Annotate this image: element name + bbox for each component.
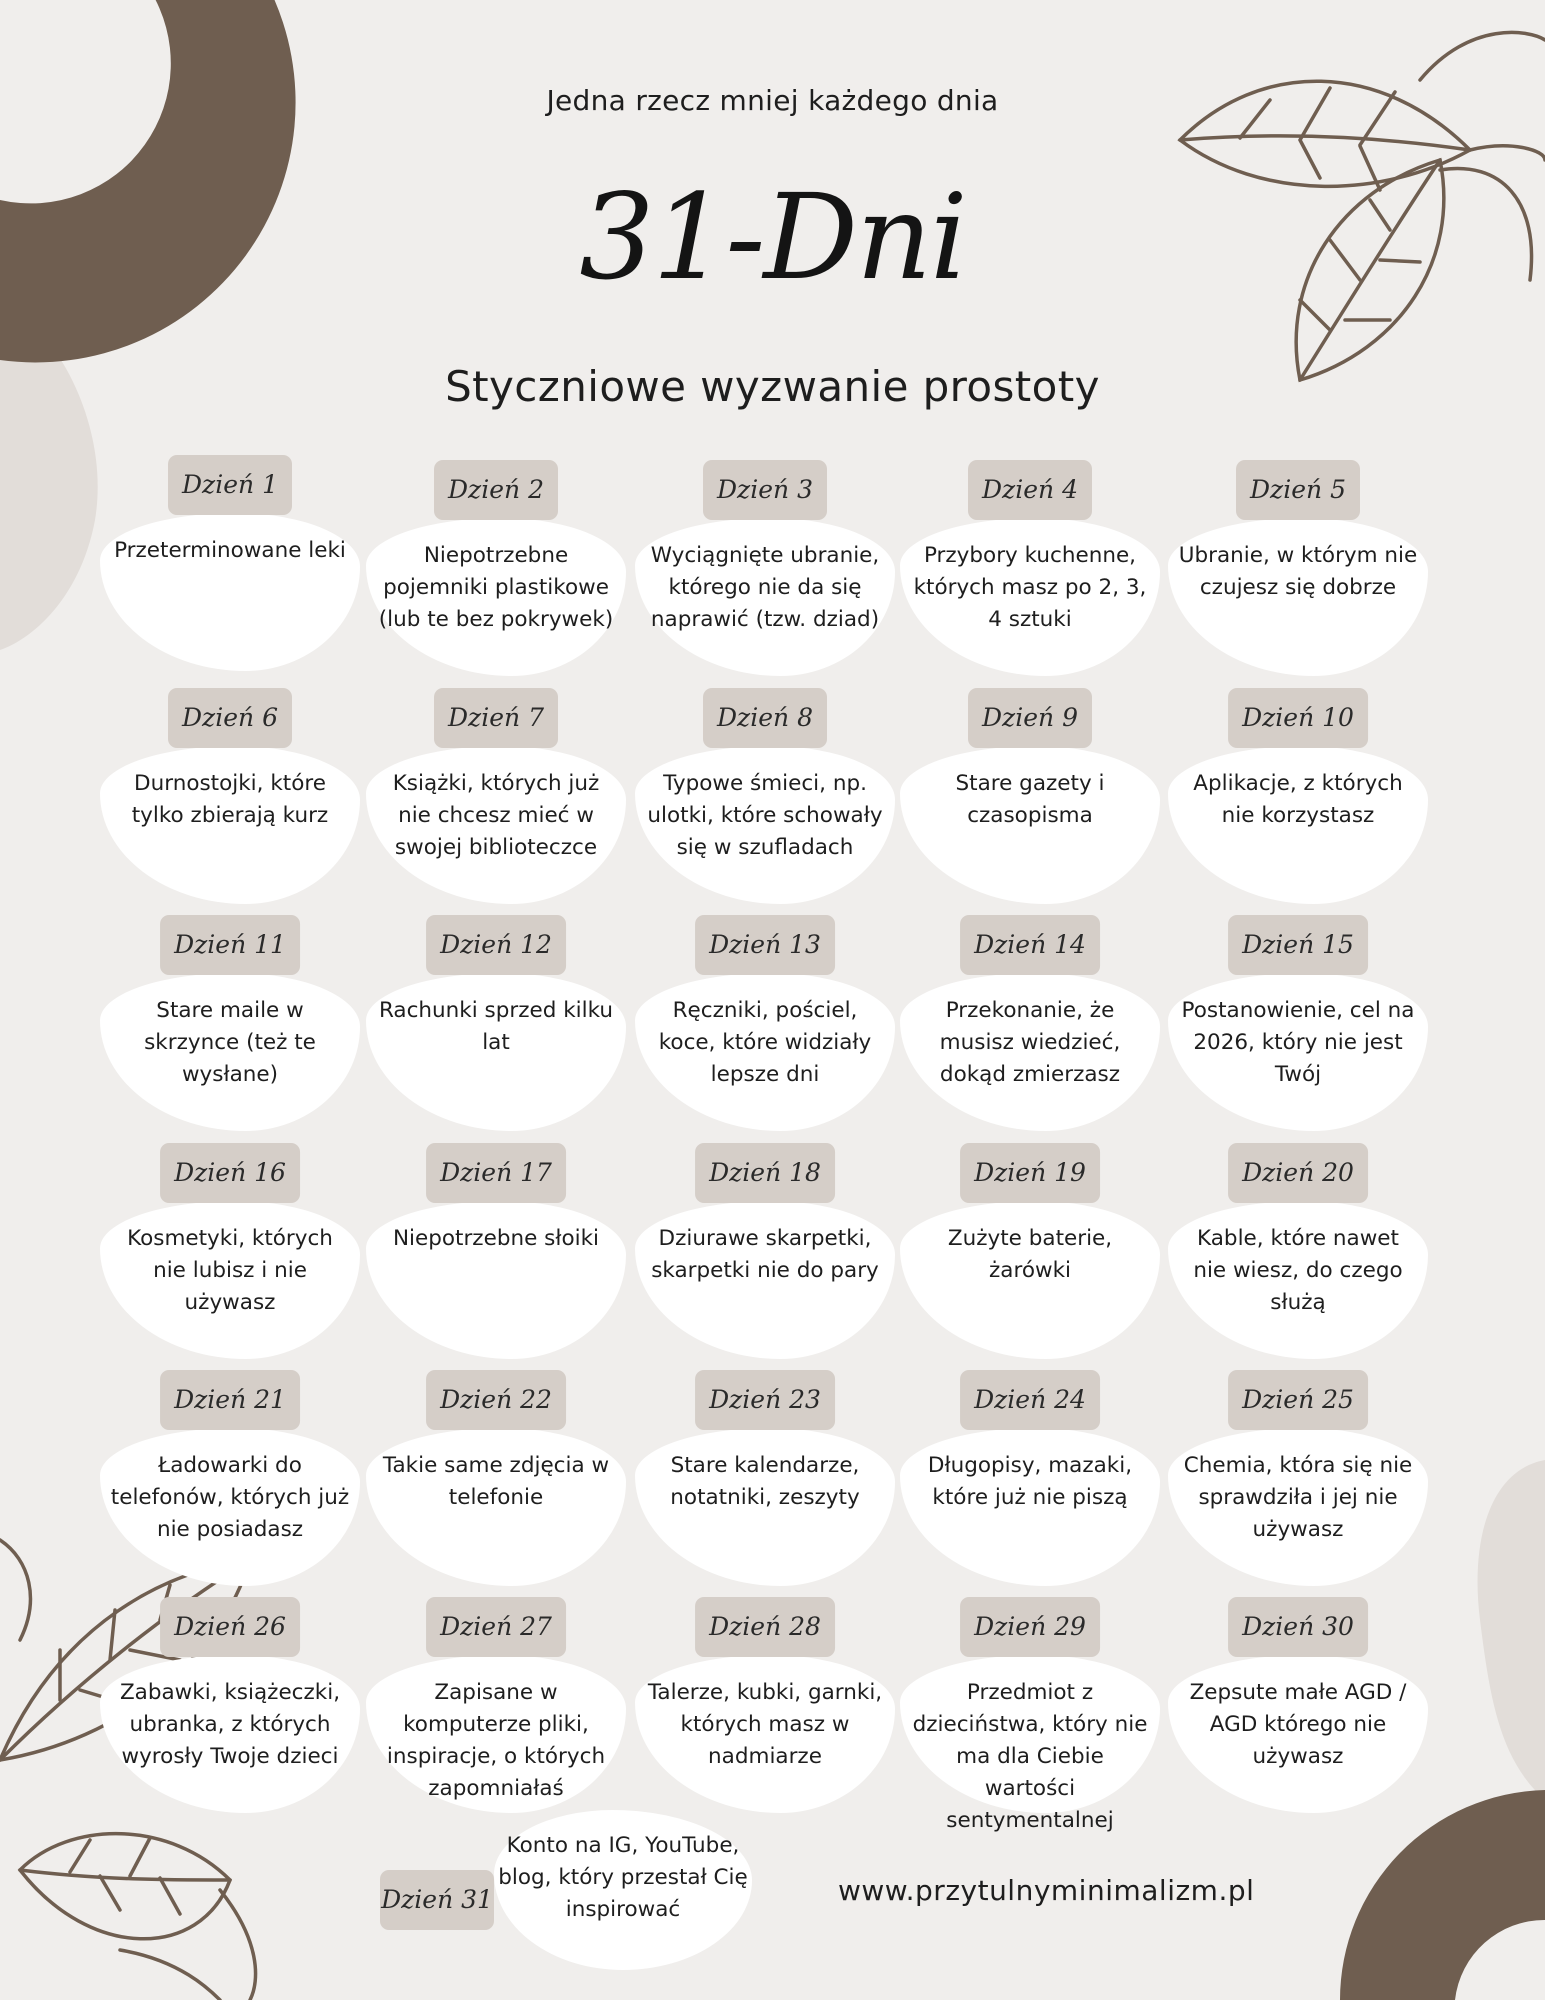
day-task: Durnostojki, które tylko zbierają kurz (131, 771, 329, 828)
day-card (635, 688, 895, 918)
day-task: Kosmetyki, których nie lubisz i nie używasz (127, 1226, 333, 1315)
day-card (900, 688, 1160, 918)
last-day-task: Konto na IG, YouTube, blog, który przestał Cię inspirować (498, 1833, 748, 1922)
day-card (366, 915, 626, 1145)
page-subtitle: Styczniowe wyzwanie prostoty (445, 362, 1100, 411)
day-badge: Dzień 6 (168, 688, 292, 748)
day-task: Długopisy, mazaki, które już nie piszą (927, 1453, 1133, 1510)
day-task: Stare kalendarze, notatniki, zeszyty (670, 1453, 860, 1510)
day-badge: Dzień 1 (168, 455, 292, 515)
day-badge: Dzień 19 (960, 1143, 1100, 1203)
day-task: Zepsute małe AGD / AGD którego nie używasz (1189, 1680, 1407, 1769)
day-card (100, 688, 360, 918)
day-card (100, 915, 360, 1145)
day-badge: Dzień 7 (434, 688, 558, 748)
day-card (366, 1597, 626, 1827)
bottom-right-blob (1478, 1460, 1545, 1800)
day-card (1168, 1143, 1428, 1373)
day-task: Zabawki, książeczki, ubranka, z których wyrosły Twoje dzieci (119, 1680, 341, 1769)
day-task: Typowe śmieci, np. ulotki, które schowały się w szufladach (647, 771, 883, 860)
day-badge: Dzień 15 (1228, 915, 1368, 975)
day-badge: Dzień 20 (1228, 1143, 1368, 1203)
day-card (635, 1143, 895, 1373)
day-task: Przekonanie, że musisz wiedzieć, dokąd zmierzasz (939, 998, 1121, 1087)
day-card (900, 1370, 1160, 1600)
day-task: Postanowienie, cel na 2026, który nie jest Twój (1181, 998, 1415, 1087)
day-task: Ładowarki do telefonów, których już nie posiadasz (110, 1453, 350, 1542)
day-card (366, 1143, 626, 1373)
day-task: Przeterminowane leki (114, 538, 346, 563)
tagline: Jedna rzecz mniej każdego dnia (546, 84, 999, 117)
day-card (635, 915, 895, 1145)
day-badge: Dzień 12 (426, 915, 566, 975)
day-badge: Dzień 22 (426, 1370, 566, 1430)
day-badge: Dzień 3 (703, 460, 827, 520)
day-badge: Dzień 23 (695, 1370, 835, 1430)
day-card (1168, 460, 1428, 690)
day-card (900, 1143, 1160, 1373)
day-badge: Dzień 16 (160, 1143, 300, 1203)
day-badge: Dzień 4 (968, 460, 1092, 520)
day-badge: Dzień 27 (426, 1597, 566, 1657)
day-task: Chemia, która się nie sprawdziła i jej nie używasz (1183, 1453, 1413, 1542)
day-badge: Dzień 2 (434, 460, 558, 520)
day-task: Stare maile w skrzynce (też te wysłane) (144, 998, 316, 1087)
day-badge: Dzień 26 (160, 1597, 300, 1657)
day-badge: Dzień 10 (1228, 688, 1368, 748)
day-card (100, 1143, 360, 1373)
day-card (366, 1370, 626, 1600)
day-card (100, 1597, 360, 1827)
day-card (635, 460, 895, 690)
day-card (900, 460, 1160, 690)
day-task: Niepotrzebne słoiki (392, 1226, 600, 1251)
day-badge: Dzień 30 (1228, 1597, 1368, 1657)
day-badge: Dzień 18 (695, 1143, 835, 1203)
day-task: Rachunki sprzed kilku lat (378, 998, 614, 1055)
day-card (100, 455, 360, 685)
day-badge: Dzień 9 (968, 688, 1092, 748)
day-card (1168, 1597, 1428, 1827)
day-task: Aplikacje, z których nie korzystasz (1193, 771, 1403, 828)
website-link[interactable]: www.przytulnyminimalizm.pl (838, 1874, 1255, 1907)
day-task: Dziurawe skarpetki, skarpetki nie do pary (651, 1226, 879, 1283)
day-task: Wyciągnięte ubranie, którego nie da się naprawić (tzw. dziad) (650, 543, 880, 632)
day-card (1168, 688, 1428, 918)
day-task: Książki, których już nie chcesz mieć w swojej biblioteczce (392, 771, 600, 860)
day-card (366, 460, 626, 690)
day-badge: Dzień 21 (160, 1370, 300, 1430)
day-badge: Dzień 8 (703, 688, 827, 748)
day-task: Kable, które nawet nie wiesz, do czego służą (1193, 1226, 1403, 1315)
day-task: Ręczniki, pościel, koce, które widziały lepsze dni (658, 998, 872, 1087)
day-card (900, 915, 1160, 1145)
day-badge: Dzień 17 (426, 1143, 566, 1203)
day-badge: Dzień 29 (960, 1597, 1100, 1657)
day-task: Zapisane w komputerze pliki, inspiracje, o których zapomniałaś (386, 1680, 606, 1801)
day-badge: Dzień 25 (1228, 1370, 1368, 1430)
day-task: Zużyte baterie, żarówki (947, 1226, 1113, 1283)
day-card (366, 688, 626, 918)
day-card (100, 1370, 360, 1600)
day-task: Ubranie, w którym nie czujesz się dobrze (1178, 543, 1418, 600)
day-card (1168, 1370, 1428, 1600)
day-card (1168, 915, 1428, 1145)
last-day-badge: Dzień 31 (380, 1870, 494, 1930)
day-badge: Dzień 14 (960, 915, 1100, 975)
day-task: Talerze, kubki, garnki, których masz w nadmiarze (647, 1680, 883, 1769)
day-card (635, 1370, 895, 1600)
day-badge: Dzień 5 (1236, 460, 1360, 520)
day-task: Niepotrzebne pojemniki plastikowe (lub te bez pokrywek) (378, 543, 614, 632)
day-badge: Dzień 13 (695, 915, 835, 975)
day-card (900, 1597, 1160, 1833)
day-badge: Dzień 11 (160, 915, 300, 975)
day-card (635, 1597, 895, 1827)
day-badge: Dzień 24 (960, 1370, 1100, 1430)
page-title: 31-Dni (579, 168, 966, 306)
day-task: Przybory kuchenne, których masz po 2, 3, 4 sztuki (913, 543, 1147, 632)
day-task: Takie same zdjęcia w telefonie (382, 1453, 610, 1510)
day-task: Przedmiot z dzieciństwa, który nie ma dla Ciebie wartości sentymentalnej (912, 1680, 1148, 1833)
day-badge: Dzień 28 (695, 1597, 835, 1657)
day-task: Stare gazety i czasopisma (955, 771, 1105, 828)
